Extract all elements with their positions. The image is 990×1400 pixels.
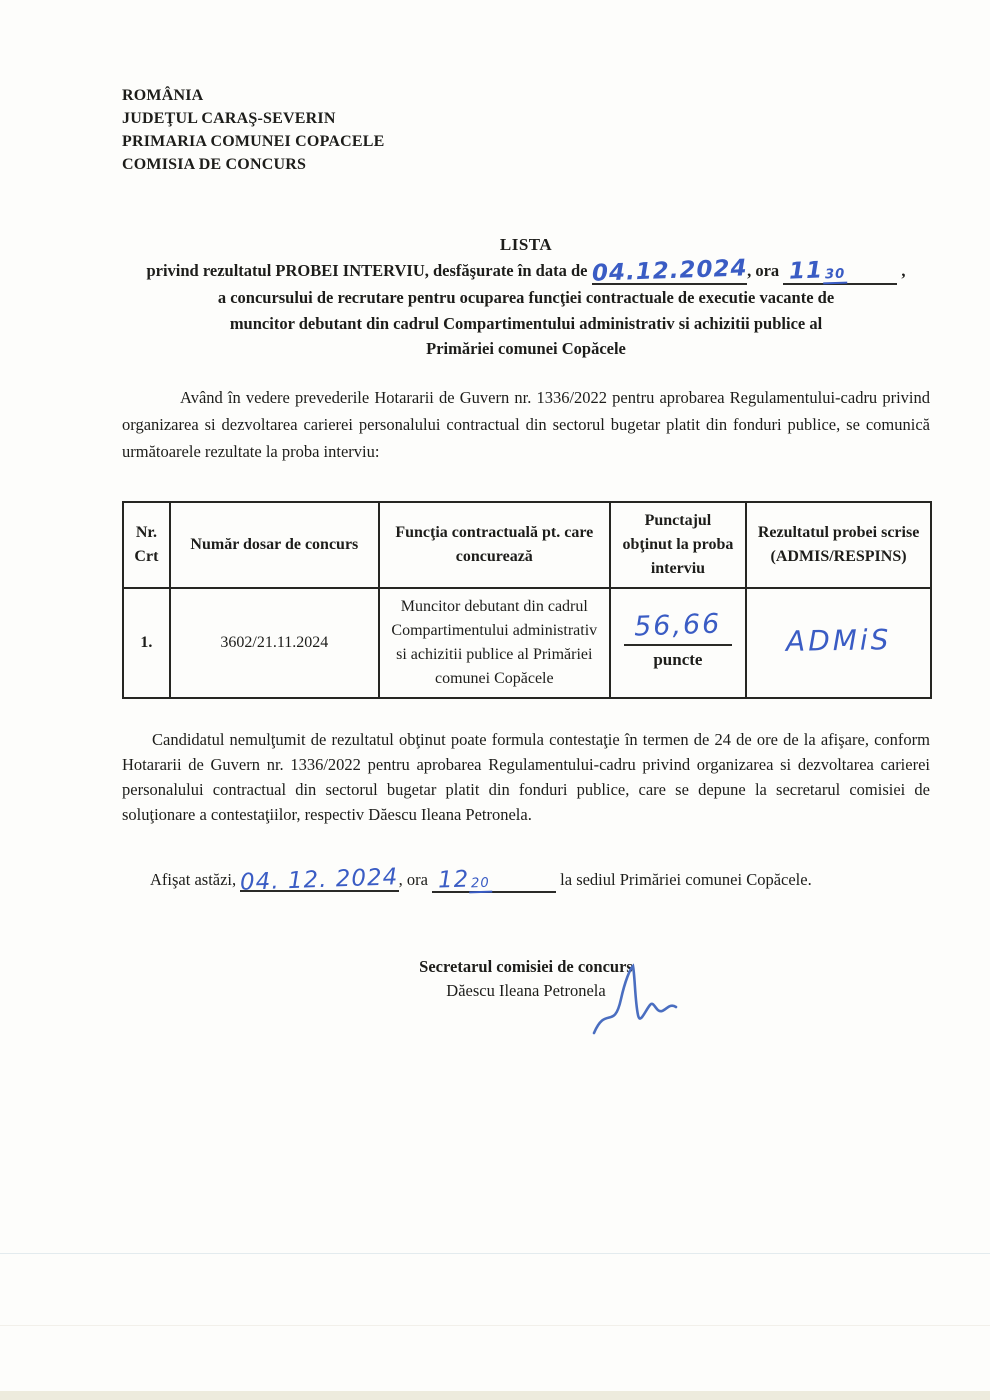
results-table-body (123, 588, 931, 698)
header-rezultat: Rezultatul probei scrise (ADMIS/RESPINS) (746, 502, 931, 588)
contest-paragraph: Candidatul nemulţumit de rezultatul obţinut poate formula contestaţie în termen de 24 de ore de la afişare, conform Hotararii de Guvern nr. 1336/2022 pentru aprobarea Regulamentului-cadru privind organizarea si dezvoltarea carierei personalului contractual din sectorul bugetar platit din fonduri publice, care se depune la secretarul comisiei de soluţionare a contestaţiilor, respectiv Dăescu Ileana Petronela. (122, 729, 930, 824)
signature-block (122, 955, 930, 1003)
title-line2-text: privind rezultatul PROBEI INTERVIU, desfăşurate în data de (146, 260, 588, 280)
handwritten-posted-hour-superscript: 20 (469, 876, 492, 893)
handwritten-result: ADMiS (785, 623, 892, 658)
scan-artifact-line (0, 1253, 990, 1254)
score-unit-label: puncte (653, 650, 703, 669)
handwritten-hour: 11 (788, 256, 824, 285)
document-title (122, 232, 930, 362)
org-header (122, 84, 930, 176)
org-header-institution: PRIMARIA COMUNEI COPACELE (122, 133, 385, 150)
score-box (624, 608, 731, 672)
score-underline (624, 608, 731, 646)
table-row (123, 588, 931, 698)
header-row (123, 502, 931, 588)
title-line-4: muncitor debutant din cadrul Compartimentului administrativ si achizitii publice al (229, 313, 823, 333)
header-numar-dosar: Număr dosar de concurs (170, 502, 379, 588)
handwritten-score: 56,66 (633, 608, 723, 643)
intro-paragraph: Având în vedere prevederile Hotararii de Guvern nr. 1336/2022 pentru aprobarea Regulamentului-cadru privind organizarea si dezvoltarea carierei personalului contractual din sectorul bugetar platit din fonduri publice, se comunică următoarele rezultate la proba interviu: (122, 387, 930, 461)
header-punctaj: Punctajul obţinut la proba interviu (610, 502, 746, 588)
handwritten-hour-superscript: 30 (823, 267, 848, 284)
handwritten-date: 04.12.2024 (591, 254, 748, 287)
header-nr-crt: Nr. Crt (123, 502, 170, 588)
cell-rezultat (746, 588, 931, 698)
org-header-country: ROMÂNIA (122, 87, 204, 104)
posted-line (122, 863, 930, 896)
org-header-committee: COMISIA DE CONCURS (122, 156, 307, 173)
org-header-county: JUDEŢUL CARAŞ-SEVERIN (122, 110, 336, 127)
hour-blank (783, 258, 897, 286)
handwritten-posted-hour: 12 (437, 865, 470, 894)
signature-name: Dăescu Ileana Petronela (446, 980, 606, 1000)
posted-date-blank (239, 863, 399, 896)
posted-hour-blank (432, 867, 556, 893)
results-table-head (123, 502, 931, 588)
title-line2-mid: , ora (747, 260, 780, 280)
posted-line-post: la sediul Primăriei comunei Copăcele. (560, 869, 812, 889)
results-table (122, 501, 932, 699)
title-line-2 (122, 254, 930, 287)
signature-role: Secretarul comisiei de concurs (419, 956, 633, 976)
cell-nr: 1. (123, 588, 170, 698)
cell-dosar: 3602/21.11.2024 (170, 588, 379, 698)
header-functia: Funcţia contractuală pt. care concurează (379, 502, 610, 588)
scan-artifact-bottom-band (0, 1391, 990, 1400)
date-blank (591, 254, 748, 287)
signature-mark-icon (590, 961, 685, 1041)
title-line2-end: , (901, 260, 906, 280)
scan-artifact-line (0, 1325, 990, 1326)
posted-line-mid: , ora (398, 869, 428, 889)
cell-punctaj (610, 588, 746, 698)
document-content (122, 0, 930, 1003)
title-line-5: Primăriei comunei Copăcele (426, 339, 626, 358)
title-word-lista: LISTA (499, 235, 553, 254)
posted-line-pre: Afişat astăzi, (150, 869, 237, 889)
cell-functia: Muncitor debutant din cadrul Compartimentului administrativ si achizitii publice al Primăriei comunei Copăcele (379, 588, 610, 698)
title-line-3: a concursului de recrutare pentru ocuparea funcţiei contractuale de executie vacante de (217, 288, 835, 307)
handwritten-posted-date: 04. 12. 2024 (239, 863, 399, 896)
